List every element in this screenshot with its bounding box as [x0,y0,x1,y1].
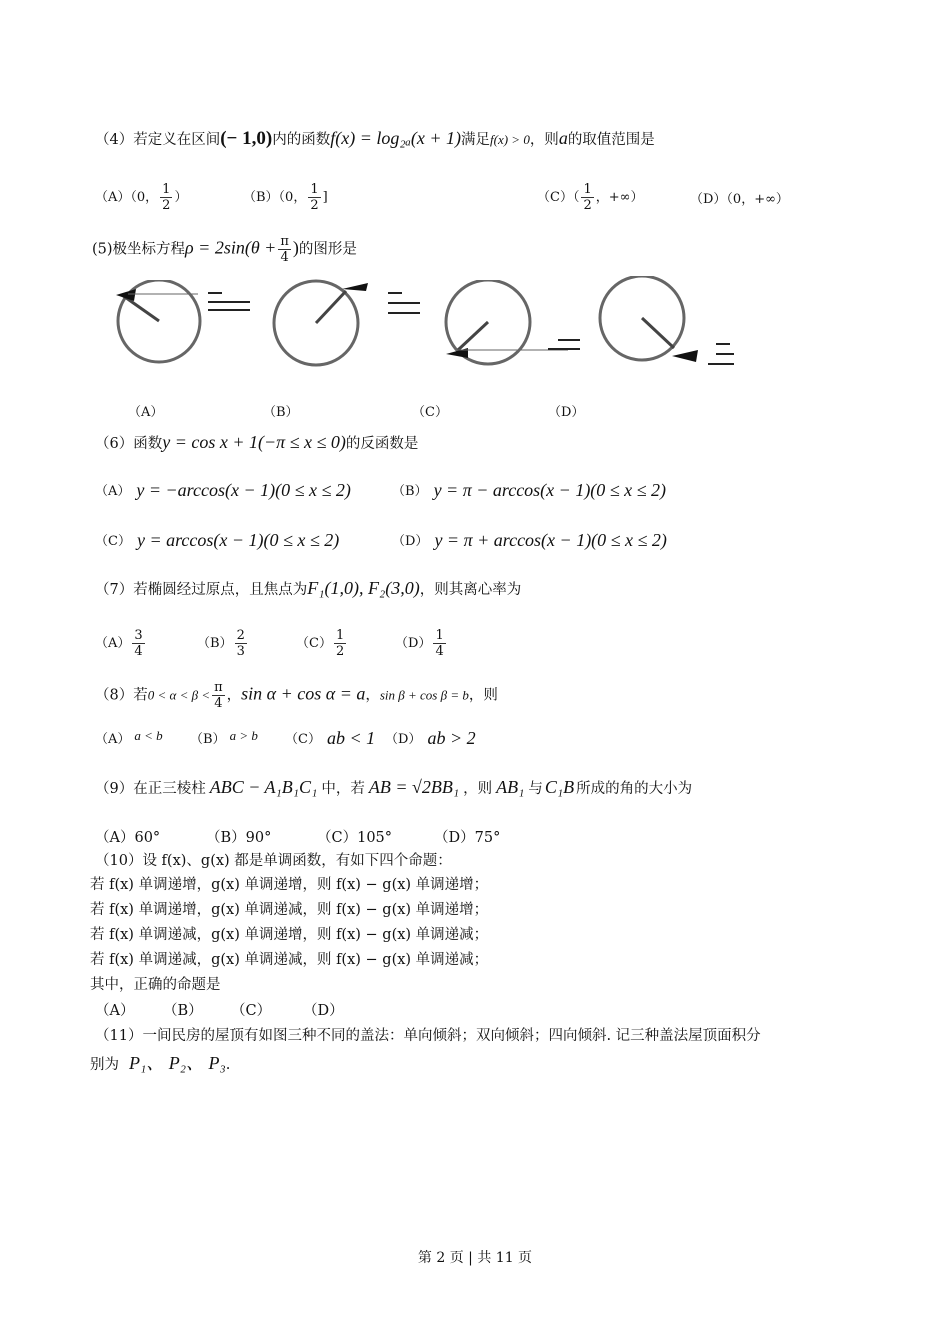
q5-label-b: （B） [263,405,299,420]
q4-interval: (− 1,0) [220,128,273,149]
q9-option-c: （C）105° [317,830,393,846]
q7-option-d: （D） $\frac{1}{4}$ [395,628,444,659]
q7-foci: F₁(1,0), F₂(3,0) [307,578,420,598]
q5-figure-d [596,276,746,371]
q8-stem: （8）若0 < α < β < $\frac{\pi}{4}$ ，sin α + cos α = a，sin β + cos β = b，则 [95,680,498,711]
q4-text-d: ，则 [529,132,559,148]
q9-segment-2: C₁B [544,777,575,797]
q4-condition: f(x) > 0 [490,132,530,147]
q6-option-b: （B） y = π − arccos(x − 1)(0 ≤ x ≤ 2) [392,480,667,500]
q4-text-c: 满足 [461,132,490,148]
q4-option-c: （C）（ $\frac{1}{2}$ ，+∞） [537,182,644,213]
q9-option-d: （D）75° [434,830,501,846]
q9-prism: ABC − A₁B₁C₁ [209,777,318,797]
q4-function: f(x) = log₂ₐ(x + 1) [330,128,461,148]
q5-equation: ρ = 2sin(θ + [185,237,277,258]
q11-areas: P₁、 P₂、 P₃ [129,1053,226,1073]
q6-option-d: （D） y = π + arccos(x − 1)(0 ≤ x ≤ 2) [392,530,667,550]
q5-label-d: （D） [548,405,585,420]
q4-stem [95,128,655,150]
q5-label-a: （A） [128,405,164,420]
q10-proposition-4: 若 f(x) 单调递减，g(x) 单调递减，则 f(x) − g(x) 单调递减； [90,952,489,968]
q8-option-c: （C） ab < 1 [285,728,376,748]
q6-option-a: （A） y = −arccos(x − 1)(0 ≤ x ≤ 2) [95,480,351,500]
q4-text-e: 的取值范围是 [567,132,655,148]
q9-option-b: （B）90° [206,830,272,846]
q4-text-a: （4）若定义在区间 [95,132,221,148]
q4-option-d: （D）（0，+∞） [690,192,789,207]
q10-proposition-1: 若 f(x) 单调递增，g(x) 单调递增，则 f(x) − g(x) 单调递增； [90,877,489,893]
q4-option-b: （B）（0， $\frac{1}{2}$ ] [243,182,328,213]
q8-equation-1: sin α + cos α = a [241,683,366,704]
q5-stem: (5)极坐标方程ρ = 2sin(θ + $\frac{\pi}{4}$ )的图形是 [92,234,357,265]
q8-option-d: （D） ab > 2 [385,728,476,748]
q10-option-b: （B） [163,1003,203,1019]
q6-option-c: （C） y = arccos(x − 1)(0 ≤ x ≤ 2) [95,530,340,550]
q10-option-c: （C） [231,1003,272,1019]
q8-option-b: （B） a > b [190,728,258,747]
q8-equation-2: sin β + cos β = b [379,687,469,703]
q10-question: 其中，正确的命题是 [90,977,221,993]
q10-option-d: （D） [303,1003,344,1019]
q5-figure-b [268,275,428,370]
q10-stem: （10）设 f(x)、g(x) 都是单调函数，有如下四个命题： [95,853,452,869]
q6-function: y = cos x + 1(−π ≤ x ≤ 0) [162,432,346,452]
q9-condition: AB = √2BB₁ [368,777,460,797]
q9-segment-1: AB₁ [496,777,525,797]
q5-label-c: （C） [412,405,448,420]
q7-stem: （7）若椭圆经过原点，且焦点为F₁(1,0), F₂(3,0)，则其离心率为 [95,578,522,598]
q11-stem: （11）一间民房的屋顶有如图三种不同的盖法：单向倾斜；双向倾斜；四向倾斜. 记三种盖法屋顶面积分 [95,1028,761,1044]
q7-option-a: （A） $\frac{3}{4}$ [95,628,143,659]
q8-option-a: （A） a < b [95,728,163,747]
q10-proposition-3: 若 f(x) 单调递减，g(x) 单调递增，则 f(x) − g(x) 单调递减； [90,927,489,943]
q4-variable: a [558,128,568,148]
q10-option-a: （A） [95,1003,135,1019]
q6-stem: （6）函数y = cos x + 1(−π ≤ x ≤ 0)的反函数是 [95,432,419,452]
q11-stem-2: 别为 P₁、 P₂、 P₃. [90,1053,231,1073]
q5-figure-a [108,280,258,370]
q10-proposition-2: 若 f(x) 单调递增，g(x) 单调递减，则 f(x) − g(x) 单调递增； [90,902,489,918]
q8-condition: 0 < α < β < [147,687,211,703]
q9-option-a: （A）60° [95,830,161,846]
q9-stem: （9）在正三棱柱 ABC − A₁B₁C₁ 中，若 AB = √2BB₁ ，则 AB₁ 与 C₁B 所成的角的大小为 [95,777,693,797]
q4-text-b: 内的函数 [272,132,331,148]
page-footer: 第 2 页 | 共 11 页 [417,1250,533,1266]
q4-option-a: （A）（0， $\frac{1}{2}$ ） [95,182,188,213]
q7-option-c: （C） $\frac{1}{2}$ [296,628,345,659]
q5-figure-c [438,280,588,370]
q7-option-b: （B） $\frac{2}{3}$ [197,628,245,659]
